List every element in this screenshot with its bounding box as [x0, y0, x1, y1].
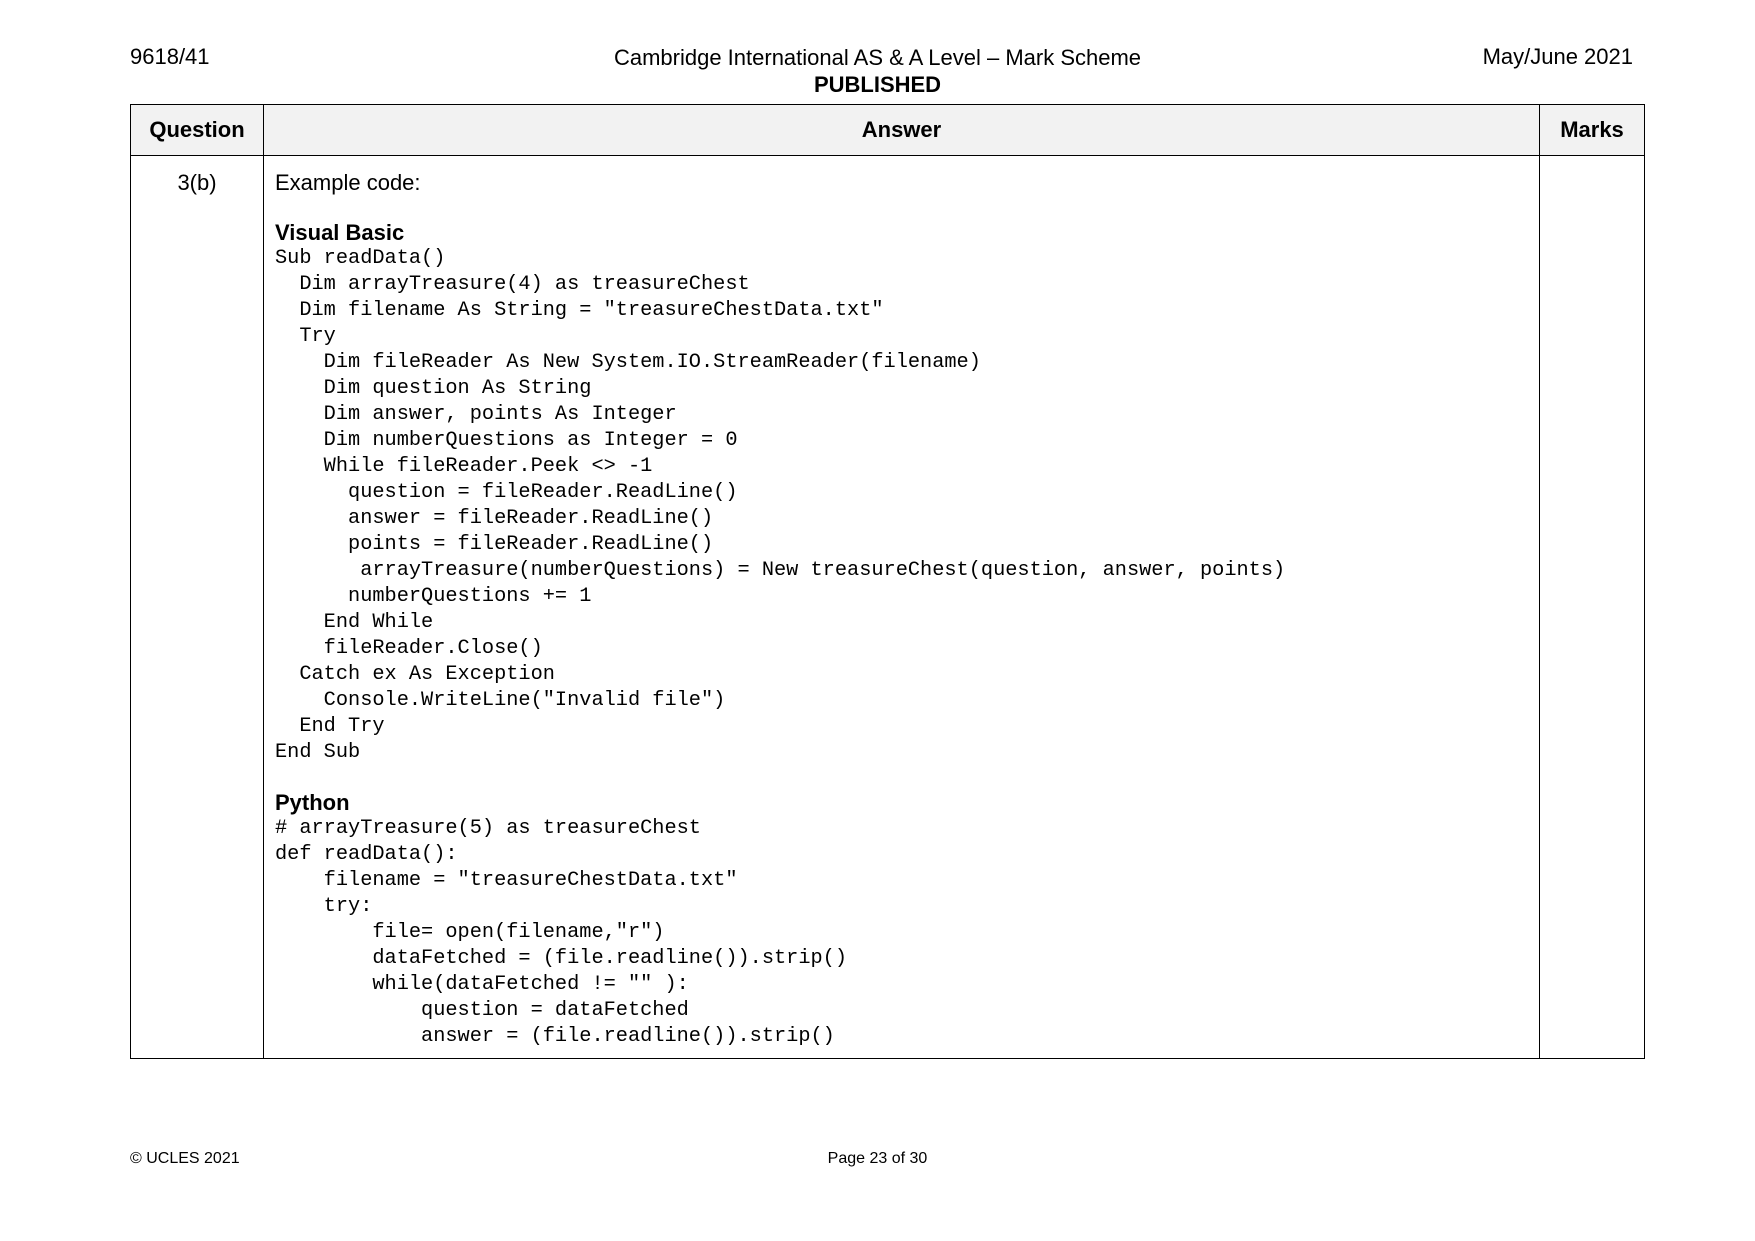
code-line: file= open(filename,"r") — [275, 921, 665, 944]
code-line: Catch ex As Exception — [275, 663, 555, 686]
answer-column-header: Answer — [264, 105, 1540, 156]
page-number: Page 23 of 30 — [827, 1150, 928, 1167]
exam-session: May/June 2021 — [1482, 44, 1633, 69]
code-line: question = dataFetched — [275, 999, 689, 1022]
question-number: 3(b) — [131, 156, 264, 1059]
code-line: # arrayTreasure(5) as treasureChest — [275, 817, 701, 840]
code-line: points = fileReader.ReadLine() — [275, 533, 714, 556]
code-line: while(dataFetched != "" ): — [275, 973, 689, 996]
code-line: Dim numberQuestions as Integer = 0 — [275, 429, 738, 452]
code-line: Dim fileReader As New System.IO.StreamReader(filename) — [275, 351, 981, 374]
python-heading: Python — [275, 790, 350, 815]
code-line: try: — [275, 895, 373, 918]
code-line: Dim question As String — [275, 377, 592, 400]
code-line: Sub readData() — [275, 247, 446, 270]
question-column-header: Question — [131, 105, 264, 156]
code-line: def readData(): — [275, 843, 458, 866]
table-row — [131, 156, 1645, 1059]
code-line: Try — [275, 325, 336, 348]
code-line: arrayTreasure(numberQuestions) = New treasureChest(question, answer, points) — [275, 559, 1286, 582]
document-title: Cambridge International AS & A Level – Mark Scheme — [613, 45, 1142, 70]
vb-heading: Visual Basic — [275, 220, 405, 245]
code-line: End While — [275, 611, 434, 634]
code-line: Dim arrayTreasure(4) as treasureChest — [275, 273, 750, 296]
code-line: fileReader.Close() — [275, 637, 543, 660]
code-line: Dim answer, points As Integer — [275, 403, 677, 426]
paper-code: 9618/41 — [130, 44, 210, 69]
marks-cell — [1540, 156, 1645, 1059]
python-code-block — [275, 816, 1528, 1050]
code-line: answer = (file.readline()).strip() — [275, 1025, 835, 1048]
code-line: answer = fileReader.ReadLine() — [275, 507, 714, 530]
answer-cell — [264, 156, 1540, 1059]
answer-intro: Example code: — [275, 170, 421, 195]
section-gap — [275, 766, 1528, 790]
code-line: filename = "treasureChestData.txt" — [275, 869, 738, 892]
vb-code-block — [275, 246, 1528, 766]
published-label: PUBLISHED — [813, 72, 942, 97]
code-line: dataFetched = (file.readline()).strip() — [275, 947, 848, 970]
marks-column-header: Marks — [1540, 105, 1645, 156]
code-line: Console.WriteLine("Invalid file") — [275, 689, 726, 712]
code-line: Dim filename As String = "treasureChestData.txt" — [275, 299, 884, 322]
code-line: numberQuestions += 1 — [275, 585, 592, 608]
copyright-notice: © UCLES 2021 — [130, 1150, 240, 1167]
mark-scheme-table — [130, 104, 1645, 1059]
code-line: question = fileReader.ReadLine() — [275, 481, 738, 504]
code-line: End Sub — [275, 741, 361, 764]
code-line: While fileReader.Peek <> -1 — [275, 455, 653, 478]
code-line: End Try — [275, 715, 385, 738]
table-header-row — [131, 105, 1645, 156]
